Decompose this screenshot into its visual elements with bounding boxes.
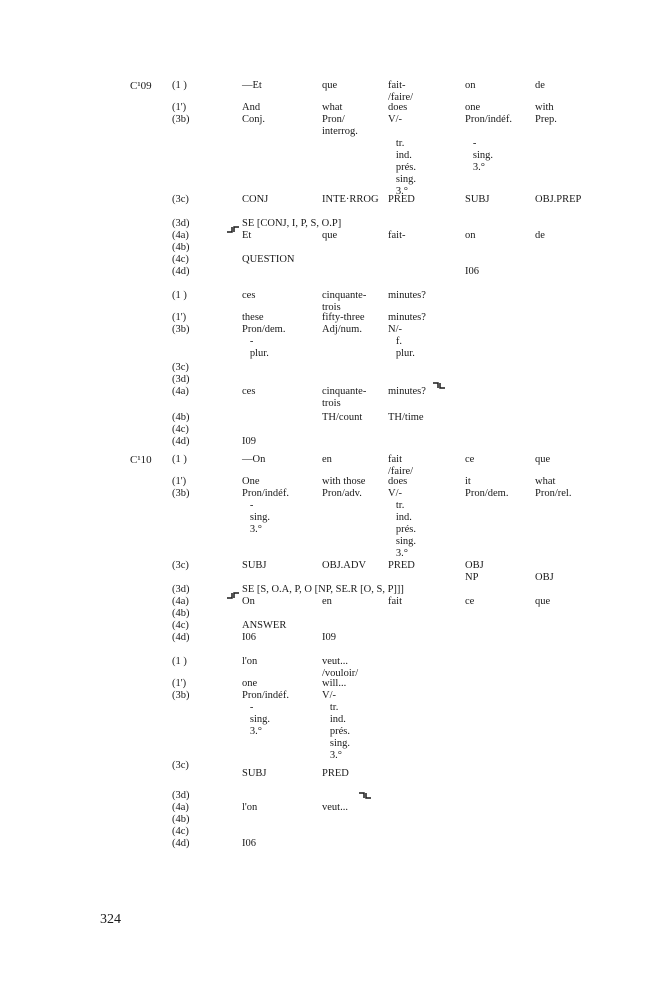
gloss-cell: ces [242, 386, 256, 397]
gloss-cell: TH/time [388, 412, 424, 423]
gloss-cell: I06 [242, 838, 256, 849]
gloss-cell: que [535, 596, 551, 607]
row-code: (3b) [172, 324, 190, 335]
row-code: (4c) [172, 826, 189, 837]
gloss-cell: OBJ [535, 572, 554, 583]
gloss-cell: SUBJ [465, 194, 490, 205]
gloss-cell: OBJ.PREP [535, 194, 582, 205]
gloss-cell: V/- tr. ind. prés. sing. 3.° [388, 488, 417, 559]
gloss-cell: does [388, 476, 408, 487]
row-code: (3c) [172, 362, 189, 373]
gloss-cell: veut... [322, 802, 348, 813]
gloss-cell: V/- tr. ind. prés. sing. 3.° [388, 114, 417, 197]
row-code: (4d) [172, 838, 190, 849]
gloss-cell: one [242, 678, 258, 689]
row-code: (4b) [172, 814, 190, 825]
row-code: (3b) [172, 690, 190, 701]
row-code: (1') [172, 102, 187, 113]
gloss-cell: fait /faire/ [388, 454, 414, 477]
gloss-cell: Pron/indéf. - sing. 3.° [465, 114, 512, 173]
row-code: (3c) [172, 560, 189, 571]
gloss-cell: de [535, 230, 545, 241]
gloss-cell: Pron/rel. [535, 488, 572, 499]
gloss-cell: PRED [388, 194, 415, 205]
row-code: (1') [172, 678, 187, 689]
gloss-cell: minutes? [388, 290, 426, 301]
row-code: (4a) [172, 386, 189, 397]
row-code: (4b) [172, 608, 190, 619]
gloss-cell: Pron/indéf. - sing. 3.° [242, 488, 289, 535]
gloss-cell: en [322, 596, 332, 607]
gloss-cell: ANSWER [242, 620, 287, 631]
gloss-cell: one [465, 102, 481, 113]
gloss-cell: I06 [242, 632, 256, 643]
gloss-cell: que [322, 230, 338, 241]
gloss-cell: PRED [388, 560, 415, 571]
row-code: (1 ) [172, 80, 187, 91]
row-code: (4b) [172, 242, 190, 253]
row-code: (4d) [172, 436, 190, 447]
gloss-cell: Pron/dem. - plur. [242, 324, 286, 359]
gloss-cell: SUBJ [242, 560, 267, 571]
gloss-cell: what [535, 476, 556, 487]
gloss-cell: fait- /faire/ [388, 80, 414, 103]
gloss-cell: I06 [465, 266, 479, 277]
gloss-cell: cinquante- trois [322, 386, 367, 409]
page-number: 324 [100, 912, 121, 927]
gloss-cell: N/- f. plur. [388, 324, 415, 359]
bracket-close-icon [432, 380, 446, 390]
row-code: (4d) [172, 266, 190, 277]
gloss-cell: On [242, 596, 255, 607]
bracket-open-icon [226, 224, 240, 234]
gloss-cell: with [535, 102, 554, 113]
row-code: (4d) [172, 632, 190, 643]
gloss-cell: Pron/indéf. - sing. 3.° [242, 690, 289, 737]
gloss-cell: Conj. [242, 114, 266, 125]
gloss-cell: minutes? [388, 386, 426, 397]
gloss-cell: TH/count [322, 412, 363, 423]
bracket-close-icon [358, 790, 372, 800]
gloss-cell: on [465, 80, 476, 91]
gloss-cell: ce [465, 596, 475, 607]
row-code: (4a) [172, 802, 189, 813]
gloss-cell: Pron/ interrog. [322, 114, 358, 137]
row-code: (4a) [172, 230, 189, 241]
row-code: (4c) [172, 620, 189, 631]
gloss-cell: —Et [242, 80, 262, 91]
row-code: (3b) [172, 488, 190, 499]
row-code: (1 ) [172, 290, 187, 301]
gloss-cell: these [242, 312, 264, 323]
row-code: (3d) [172, 584, 190, 595]
block-label: C¹09 [130, 80, 152, 92]
gloss-cell: OBJ NP [465, 560, 484, 583]
gloss-cell: does [388, 102, 408, 113]
gloss-cell: with those [322, 476, 366, 487]
gloss-cell: —On [242, 454, 266, 465]
bracket-open-icon [226, 590, 240, 600]
gloss-cell: Pron/adv. [322, 488, 362, 499]
gloss-cell: it [465, 476, 471, 487]
gloss-cell: Adj/num. [322, 324, 362, 335]
row-code: (4a) [172, 596, 189, 607]
gloss-cell: on [465, 230, 476, 241]
gloss-cell: ces [242, 290, 256, 301]
row-code: (4b) [172, 412, 190, 423]
gloss-cell: Et [242, 230, 252, 241]
row-code: (1 ) [172, 454, 187, 465]
gloss-cell: CONJ [242, 194, 269, 205]
gloss-cell: SE [S, O.A, P, O [NP, SE.R [O, S, P]]] [242, 584, 404, 595]
row-code: (1') [172, 312, 187, 323]
gloss-cell: OBJ.ADV [322, 560, 367, 571]
gloss-cell: fait [388, 596, 402, 607]
row-code: (4c) [172, 254, 189, 265]
gloss-cell: l'on [242, 656, 258, 667]
gloss-cell: cinquante- trois [322, 290, 367, 313]
row-code: (3d) [172, 374, 190, 385]
gloss-cell: QUESTION [242, 254, 295, 265]
gloss-cell: I09 [322, 632, 336, 643]
row-code: (1') [172, 476, 187, 487]
gloss-cell: And [242, 102, 261, 113]
gloss-cell: Pron/dem. [465, 488, 509, 499]
gloss-cell: minutes? [388, 312, 426, 323]
gloss-cell: en [322, 454, 332, 465]
gloss-cell: ce [465, 454, 475, 465]
gloss-cell: will... [322, 678, 347, 689]
gloss-cell: fifty-three [322, 312, 365, 323]
gloss-cell: fait- [388, 230, 406, 241]
gloss-cell: what [322, 102, 343, 113]
gloss-cell: I09 [242, 436, 256, 447]
row-code: (3c) [172, 760, 189, 771]
gloss-cell: l'on [242, 802, 258, 813]
row-code: (3b) [172, 114, 190, 125]
gloss-cell: INTE·RROG [322, 194, 379, 205]
gloss-cell: One [242, 476, 260, 487]
row-code: (4c) [172, 424, 189, 435]
gloss-cell: que [535, 454, 551, 465]
gloss-cell: SE [CONJ, I, P, S, O.P] [242, 218, 342, 229]
row-code: (3d) [172, 218, 190, 229]
gloss-cell: de [535, 80, 545, 91]
gloss-cell: SUBJ [242, 768, 267, 779]
gloss-cell: Prep. [535, 114, 557, 125]
gloss-cell: veut... /vouloir/ [322, 656, 359, 679]
gloss-cell: que [322, 80, 338, 91]
block-label: C¹10 [130, 454, 152, 466]
gloss-cell: PRED [322, 768, 349, 779]
row-code: (3d) [172, 790, 190, 801]
row-code: (3c) [172, 194, 189, 205]
gloss-cell: V/- tr. ind. prés. sing. 3.° [322, 690, 351, 761]
row-code: (1 ) [172, 656, 187, 667]
